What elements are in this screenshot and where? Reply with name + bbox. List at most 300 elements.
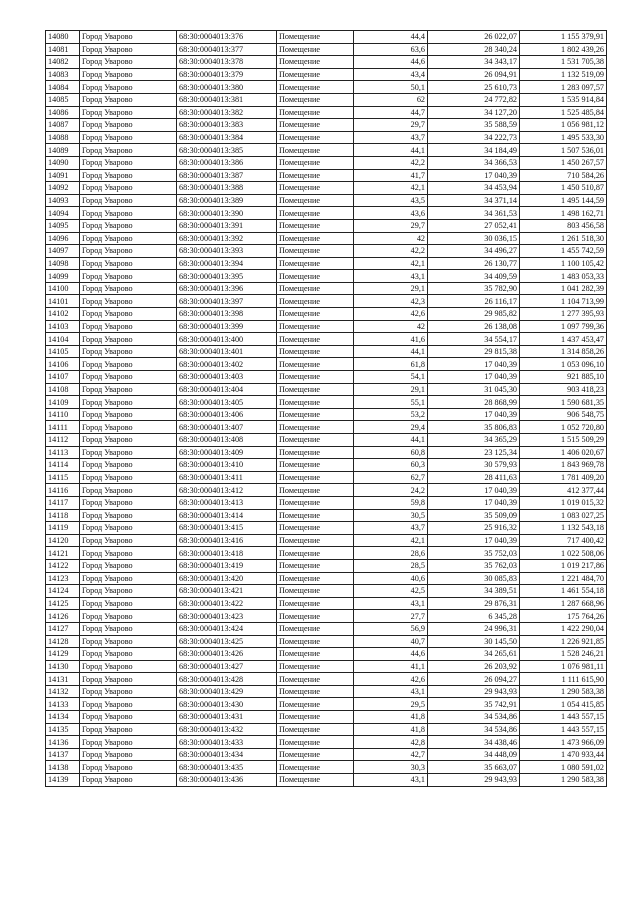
table-row: [46, 119, 607, 132]
object-type-cell: Помещение: [277, 270, 354, 283]
locality-cell: Город Уварово: [80, 144, 177, 157]
record-number-cell: 14092: [46, 182, 80, 195]
table-row: [46, 484, 607, 497]
cadastral-number-cell: 68:30:0004013:411: [177, 471, 277, 484]
object-type-cell: Помещение: [277, 207, 354, 220]
locality-cell: Город Уварово: [80, 308, 177, 321]
record-number-cell: 14120: [46, 534, 80, 547]
locality-cell: Город Уварово: [80, 572, 177, 585]
record-number-cell: 14086: [46, 106, 80, 119]
cadastral-number-cell: 68:30:0004013:379: [177, 68, 277, 81]
area-cell: 41,6: [354, 333, 428, 346]
cadastral-value-cell: 1 097 799,36: [520, 320, 607, 333]
object-type-cell: Помещение: [277, 547, 354, 560]
cadastral-number-cell: 68:30:0004013:404: [177, 383, 277, 396]
cadastral-value-cell: 1 443 557,15: [520, 723, 607, 736]
table-row: [46, 673, 607, 686]
table-row: [46, 736, 607, 749]
specific-value-cell: 34 534,86: [428, 711, 520, 724]
record-number-cell: 14104: [46, 333, 80, 346]
specific-value-cell: 30 579,93: [428, 459, 520, 472]
area-cell: 42,2: [354, 156, 428, 169]
object-type-cell: Помещение: [277, 131, 354, 144]
object-type-cell: Помещение: [277, 761, 354, 774]
cadastral-number-cell: 68:30:0004013:414: [177, 509, 277, 522]
object-type-cell: Помещение: [277, 182, 354, 195]
cadastral-value-cell: 1 450 510,87: [520, 182, 607, 195]
locality-cell: Город Уварово: [80, 358, 177, 371]
table-row: [46, 421, 607, 434]
table-row: [46, 522, 607, 535]
table-row: [46, 496, 607, 509]
table-row: [46, 383, 607, 396]
table-row: [46, 169, 607, 182]
object-type-cell: Помещение: [277, 459, 354, 472]
specific-value-cell: 35 806,83: [428, 421, 520, 434]
cadastral-value-cell: 1 528 246,21: [520, 648, 607, 661]
record-number-cell: 14124: [46, 585, 80, 598]
specific-value-cell: 26 116,17: [428, 295, 520, 308]
record-number-cell: 14127: [46, 622, 80, 635]
table-row: [46, 68, 607, 81]
object-type-cell: Помещение: [277, 320, 354, 333]
record-number-cell: 14134: [46, 711, 80, 724]
object-type-cell: Помещение: [277, 194, 354, 207]
cadastral-value-cell: 1 100 105,42: [520, 257, 607, 270]
specific-value-cell: 31 045,30: [428, 383, 520, 396]
cadastral-number-cell: 68:30:0004013:387: [177, 169, 277, 182]
specific-value-cell: 24 772,82: [428, 93, 520, 106]
cadastral-number-cell: 68:30:0004013:402: [177, 358, 277, 371]
cadastral-number-cell: 68:30:0004013:394: [177, 257, 277, 270]
cadastral-value-cell: 1 132 543,18: [520, 522, 607, 535]
cadastral-number-cell: 68:30:0004013:426: [177, 648, 277, 661]
specific-value-cell: 17 040,39: [428, 496, 520, 509]
table-row: [46, 408, 607, 421]
cadastral-number-cell: 68:30:0004013:389: [177, 194, 277, 207]
locality-cell: Город Уварово: [80, 232, 177, 245]
cadastral-number-cell: 68:30:0004013:434: [177, 748, 277, 761]
table-row: [46, 635, 607, 648]
locality-cell: Город Уварово: [80, 43, 177, 56]
cadastral-value-cell: 1 290 583,38: [520, 685, 607, 698]
area-cell: 43,1: [354, 597, 428, 610]
record-number-cell: 14097: [46, 245, 80, 258]
record-number-cell: 14099: [46, 270, 80, 283]
cadastral-number-cell: 68:30:0004013:405: [177, 396, 277, 409]
locality-cell: Город Уварово: [80, 534, 177, 547]
cadastral-value-cell: 1 531 705,38: [520, 56, 607, 69]
object-type-cell: Помещение: [277, 245, 354, 258]
record-number-cell: 14123: [46, 572, 80, 585]
specific-value-cell: 23 125,34: [428, 446, 520, 459]
locality-cell: Город Уварово: [80, 295, 177, 308]
record-number-cell: 14122: [46, 559, 80, 572]
object-type-cell: Помещение: [277, 371, 354, 384]
area-cell: 53,2: [354, 408, 428, 421]
specific-value-cell: 28 868,99: [428, 396, 520, 409]
cadastral-number-cell: 68:30:0004013:408: [177, 434, 277, 447]
object-type-cell: Помещение: [277, 106, 354, 119]
table-row: [46, 257, 607, 270]
object-type-cell: Помещение: [277, 660, 354, 673]
cadastral-value-cell: 1 843 969,78: [520, 459, 607, 472]
specific-value-cell: 30 145,50: [428, 635, 520, 648]
locality-cell: Город Уварово: [80, 245, 177, 258]
area-cell: 43,1: [354, 685, 428, 698]
area-cell: 55,1: [354, 396, 428, 409]
locality-cell: Город Уварово: [80, 396, 177, 409]
cadastral-number-cell: 68:30:0004013:418: [177, 547, 277, 560]
cadastral-number-cell: 68:30:0004013:391: [177, 219, 277, 232]
table-row: [46, 56, 607, 69]
record-number-cell: 14126: [46, 610, 80, 623]
property-register-table: [45, 30, 607, 787]
area-cell: 30,5: [354, 509, 428, 522]
area-cell: 43,4: [354, 68, 428, 81]
area-cell: 29,7: [354, 119, 428, 132]
table-row: [46, 723, 607, 736]
record-number-cell: 14118: [46, 509, 80, 522]
table-row: [46, 219, 607, 232]
record-number-cell: 14105: [46, 345, 80, 358]
object-type-cell: Помещение: [277, 648, 354, 661]
table-row: [46, 761, 607, 774]
locality-cell: Город Уварово: [80, 169, 177, 182]
object-type-cell: Помещение: [277, 446, 354, 459]
area-cell: 41,8: [354, 723, 428, 736]
specific-value-cell: 28 411,63: [428, 471, 520, 484]
cadastral-value-cell: 1 437 453,47: [520, 333, 607, 346]
cadastral-number-cell: 68:30:0004013:397: [177, 295, 277, 308]
cadastral-value-cell: 1 535 914,84: [520, 93, 607, 106]
table-row: [46, 698, 607, 711]
specific-value-cell: 29 943,93: [428, 685, 520, 698]
table-row: [46, 131, 607, 144]
cadastral-value-cell: 1 083 027,25: [520, 509, 607, 522]
record-number-cell: 14130: [46, 660, 80, 673]
record-number-cell: 14096: [46, 232, 80, 245]
object-type-cell: Помещение: [277, 585, 354, 598]
record-number-cell: 14125: [46, 597, 80, 610]
cadastral-number-cell: 68:30:0004013:406: [177, 408, 277, 421]
cadastral-value-cell: 1 019 217,86: [520, 559, 607, 572]
locality-cell: Город Уварово: [80, 219, 177, 232]
cadastral-value-cell: 1 277 395,93: [520, 308, 607, 321]
object-type-cell: Помещение: [277, 156, 354, 169]
locality-cell: Город Уварово: [80, 68, 177, 81]
area-cell: 42: [354, 232, 428, 245]
table-row: [46, 81, 607, 94]
table-row: [46, 534, 607, 547]
cadastral-value-cell: 1 450 267,57: [520, 156, 607, 169]
cadastral-number-cell: 68:30:0004013:423: [177, 610, 277, 623]
cadastral-value-cell: 1 406 020,67: [520, 446, 607, 459]
table-row: [46, 748, 607, 761]
cadastral-value-cell: 1 111 615,90: [520, 673, 607, 686]
locality-cell: Город Уварово: [80, 635, 177, 648]
cadastral-value-cell: 1 019 015,32: [520, 496, 607, 509]
locality-cell: Город Уварово: [80, 610, 177, 623]
cadastral-value-cell: 1 781 409,20: [520, 471, 607, 484]
area-cell: 43,5: [354, 194, 428, 207]
table-row: [46, 446, 607, 459]
object-type-cell: Помещение: [277, 471, 354, 484]
specific-value-cell: 26 203,92: [428, 660, 520, 673]
locality-cell: Город Уварово: [80, 31, 177, 44]
cadastral-number-cell: 68:30:0004013:430: [177, 698, 277, 711]
table-row: [46, 308, 607, 321]
object-type-cell: Помещение: [277, 43, 354, 56]
cadastral-value-cell: 1 802 439,26: [520, 43, 607, 56]
table-row: [46, 232, 607, 245]
cadastral-value-cell: 1 525 485,84: [520, 106, 607, 119]
locality-cell: Город Уварово: [80, 333, 177, 346]
cadastral-number-cell: 68:30:0004013:390: [177, 207, 277, 220]
record-number-cell: 14103: [46, 320, 80, 333]
locality-cell: Город Уварово: [80, 408, 177, 421]
record-number-cell: 14095: [46, 219, 80, 232]
area-cell: 42,6: [354, 673, 428, 686]
cadastral-value-cell: 1 226 921,85: [520, 635, 607, 648]
specific-value-cell: 30 036,15: [428, 232, 520, 245]
specific-value-cell: 35 742,91: [428, 698, 520, 711]
cadastral-number-cell: 68:30:0004013:412: [177, 484, 277, 497]
area-cell: 28,5: [354, 559, 428, 572]
object-type-cell: Помещение: [277, 597, 354, 610]
locality-cell: Город Уварово: [80, 685, 177, 698]
record-number-cell: 14132: [46, 685, 80, 698]
locality-cell: Город Уварово: [80, 56, 177, 69]
object-type-cell: Помещение: [277, 434, 354, 447]
area-cell: 54,1: [354, 371, 428, 384]
locality-cell: Город Уварово: [80, 509, 177, 522]
cadastral-number-cell: 68:30:0004013:409: [177, 446, 277, 459]
object-type-cell: Помещение: [277, 559, 354, 572]
cadastral-number-cell: 68:30:0004013:380: [177, 81, 277, 94]
locality-cell: Город Уварово: [80, 673, 177, 686]
object-type-cell: Помещение: [277, 282, 354, 295]
locality-cell: Город Уварово: [80, 761, 177, 774]
locality-cell: Город Уварово: [80, 585, 177, 598]
cadastral-number-cell: 68:30:0004013:421: [177, 585, 277, 598]
locality-cell: Город Уварово: [80, 182, 177, 195]
record-number-cell: 14088: [46, 131, 80, 144]
record-number-cell: 14117: [46, 496, 80, 509]
locality-cell: Город Уварово: [80, 736, 177, 749]
cadastral-number-cell: 68:30:0004013:383: [177, 119, 277, 132]
table-row: [46, 43, 607, 56]
specific-value-cell: 35 752,03: [428, 547, 520, 560]
specific-value-cell: 26 094,27: [428, 673, 520, 686]
area-cell: 42,1: [354, 534, 428, 547]
cadastral-value-cell: 1 515 509,29: [520, 434, 607, 447]
object-type-cell: Помещение: [277, 673, 354, 686]
specific-value-cell: 34 184,49: [428, 144, 520, 157]
cadastral-number-cell: 68:30:0004013:425: [177, 635, 277, 648]
cadastral-value-cell: 1 470 933,44: [520, 748, 607, 761]
table-row: [46, 282, 607, 295]
area-cell: 27,7: [354, 610, 428, 623]
object-type-cell: Помещение: [277, 522, 354, 535]
cadastral-number-cell: 68:30:0004013:415: [177, 522, 277, 535]
table-row: [46, 182, 607, 195]
record-number-cell: 14091: [46, 169, 80, 182]
specific-value-cell: 25 916,32: [428, 522, 520, 535]
table-row: [46, 207, 607, 220]
specific-value-cell: 24 996,31: [428, 622, 520, 635]
cadastral-number-cell: 68:30:0004013:400: [177, 333, 277, 346]
cadastral-value-cell: 1 290 583,38: [520, 774, 607, 787]
specific-value-cell: 17 040,39: [428, 484, 520, 497]
area-cell: 29,1: [354, 282, 428, 295]
record-number-cell: 14112: [46, 434, 80, 447]
cadastral-value-cell: 1 495 144,59: [520, 194, 607, 207]
cadastral-value-cell: 921 885,10: [520, 371, 607, 384]
locality-cell: Город Уварово: [80, 496, 177, 509]
area-cell: 62,7: [354, 471, 428, 484]
locality-cell: Город Уварово: [80, 345, 177, 358]
cadastral-number-cell: 68:30:0004013:401: [177, 345, 277, 358]
area-cell: 42: [354, 320, 428, 333]
specific-value-cell: 6 345,28: [428, 610, 520, 623]
locality-cell: Город Уварово: [80, 597, 177, 610]
specific-value-cell: 35 782,90: [428, 282, 520, 295]
specific-value-cell: 30 085,83: [428, 572, 520, 585]
object-type-cell: Помещение: [277, 383, 354, 396]
locality-cell: Город Уварово: [80, 119, 177, 132]
cadastral-value-cell: 1 287 668,96: [520, 597, 607, 610]
area-cell: 56,9: [354, 622, 428, 635]
table-row: [46, 358, 607, 371]
specific-value-cell: 34 265,61: [428, 648, 520, 661]
cadastral-number-cell: 68:30:0004013:386: [177, 156, 277, 169]
cadastral-number-cell: 68:30:0004013:381: [177, 93, 277, 106]
cadastral-number-cell: 68:30:0004013:427: [177, 660, 277, 673]
locality-cell: Город Уварово: [80, 371, 177, 384]
table-row: [46, 194, 607, 207]
cadastral-value-cell: 1 590 681,35: [520, 396, 607, 409]
specific-value-cell: 17 040,39: [428, 534, 520, 547]
table-row: [46, 648, 607, 661]
specific-value-cell: 34 534,86: [428, 723, 520, 736]
cadastral-value-cell: 1 495 533,30: [520, 131, 607, 144]
record-number-cell: 14136: [46, 736, 80, 749]
cadastral-number-cell: 68:30:0004013:378: [177, 56, 277, 69]
cadastral-number-cell: 68:30:0004013:403: [177, 371, 277, 384]
record-number-cell: 14100: [46, 282, 80, 295]
locality-cell: Город Уварово: [80, 660, 177, 673]
area-cell: 43,7: [354, 522, 428, 535]
specific-value-cell: 29 943,93: [428, 774, 520, 787]
table-row: [46, 509, 607, 522]
record-number-cell: 14133: [46, 698, 80, 711]
specific-value-cell: 26 094,91: [428, 68, 520, 81]
table-row: [46, 396, 607, 409]
area-cell: 43,1: [354, 270, 428, 283]
cadastral-number-cell: 68:30:0004013:392: [177, 232, 277, 245]
object-type-cell: Помещение: [277, 622, 354, 635]
locality-cell: Город Уварово: [80, 207, 177, 220]
object-type-cell: Помещение: [277, 232, 354, 245]
object-type-cell: Помещение: [277, 534, 354, 547]
cadastral-value-cell: 1 155 379,91: [520, 31, 607, 44]
table-row: [46, 711, 607, 724]
table-row: [46, 547, 607, 560]
locality-cell: Город Уварово: [80, 434, 177, 447]
cadastral-value-cell: 1 483 053,33: [520, 270, 607, 283]
record-number-cell: 14093: [46, 194, 80, 207]
locality-cell: Город Уварово: [80, 131, 177, 144]
record-number-cell: 14094: [46, 207, 80, 220]
specific-value-cell: 25 610,73: [428, 81, 520, 94]
record-number-cell: 14135: [46, 723, 80, 736]
area-cell: 40,6: [354, 572, 428, 585]
cadastral-value-cell: 906 548,75: [520, 408, 607, 421]
table-row: [46, 685, 607, 698]
cadastral-value-cell: 1 461 554,18: [520, 585, 607, 598]
specific-value-cell: 27 052,41: [428, 219, 520, 232]
table-row: [46, 434, 607, 447]
cadastral-number-cell: 68:30:0004013:424: [177, 622, 277, 635]
locality-cell: Город Уварово: [80, 698, 177, 711]
locality-cell: Город Уварово: [80, 320, 177, 333]
cadastral-value-cell: 1 473 966,09: [520, 736, 607, 749]
area-cell: 60,8: [354, 446, 428, 459]
record-number-cell: 14090: [46, 156, 80, 169]
cadastral-number-cell: 68:30:0004013:393: [177, 245, 277, 258]
object-type-cell: Помещение: [277, 119, 354, 132]
object-type-cell: Помещение: [277, 219, 354, 232]
record-number-cell: 14110: [46, 408, 80, 421]
table-row: [46, 660, 607, 673]
locality-cell: Город Уварово: [80, 723, 177, 736]
locality-cell: Город Уварово: [80, 471, 177, 484]
locality-cell: Город Уварово: [80, 648, 177, 661]
cadastral-value-cell: 1 054 415,85: [520, 698, 607, 711]
object-type-cell: Помещение: [277, 396, 354, 409]
cadastral-number-cell: 68:30:0004013:398: [177, 308, 277, 321]
object-type-cell: Помещение: [277, 308, 354, 321]
area-cell: 42,7: [354, 748, 428, 761]
area-cell: 43,1: [354, 774, 428, 787]
area-cell: 42,8: [354, 736, 428, 749]
cadastral-number-cell: 68:30:0004013:385: [177, 144, 277, 157]
area-cell: 42,6: [354, 308, 428, 321]
object-type-cell: Помещение: [277, 736, 354, 749]
cadastral-value-cell: 1 132 519,09: [520, 68, 607, 81]
cadastral-value-cell: 175 764,26: [520, 610, 607, 623]
record-number-cell: 14116: [46, 484, 80, 497]
area-cell: 42,3: [354, 295, 428, 308]
locality-cell: Город Уварово: [80, 774, 177, 787]
register-table-body: [46, 31, 607, 787]
area-cell: 44,7: [354, 106, 428, 119]
cadastral-number-cell: 68:30:0004013:377: [177, 43, 277, 56]
record-number-cell: 14098: [46, 257, 80, 270]
cadastral-number-cell: 68:30:0004013:432: [177, 723, 277, 736]
object-type-cell: Помещение: [277, 723, 354, 736]
area-cell: 62: [354, 93, 428, 106]
cadastral-number-cell: 68:30:0004013:395: [177, 270, 277, 283]
area-cell: 63,6: [354, 43, 428, 56]
table-row: [46, 156, 607, 169]
area-cell: 60,3: [354, 459, 428, 472]
object-type-cell: Помещение: [277, 345, 354, 358]
specific-value-cell: 28 340,24: [428, 43, 520, 56]
specific-value-cell: 35 509,09: [428, 509, 520, 522]
cadastral-value-cell: 1 053 096,10: [520, 358, 607, 371]
